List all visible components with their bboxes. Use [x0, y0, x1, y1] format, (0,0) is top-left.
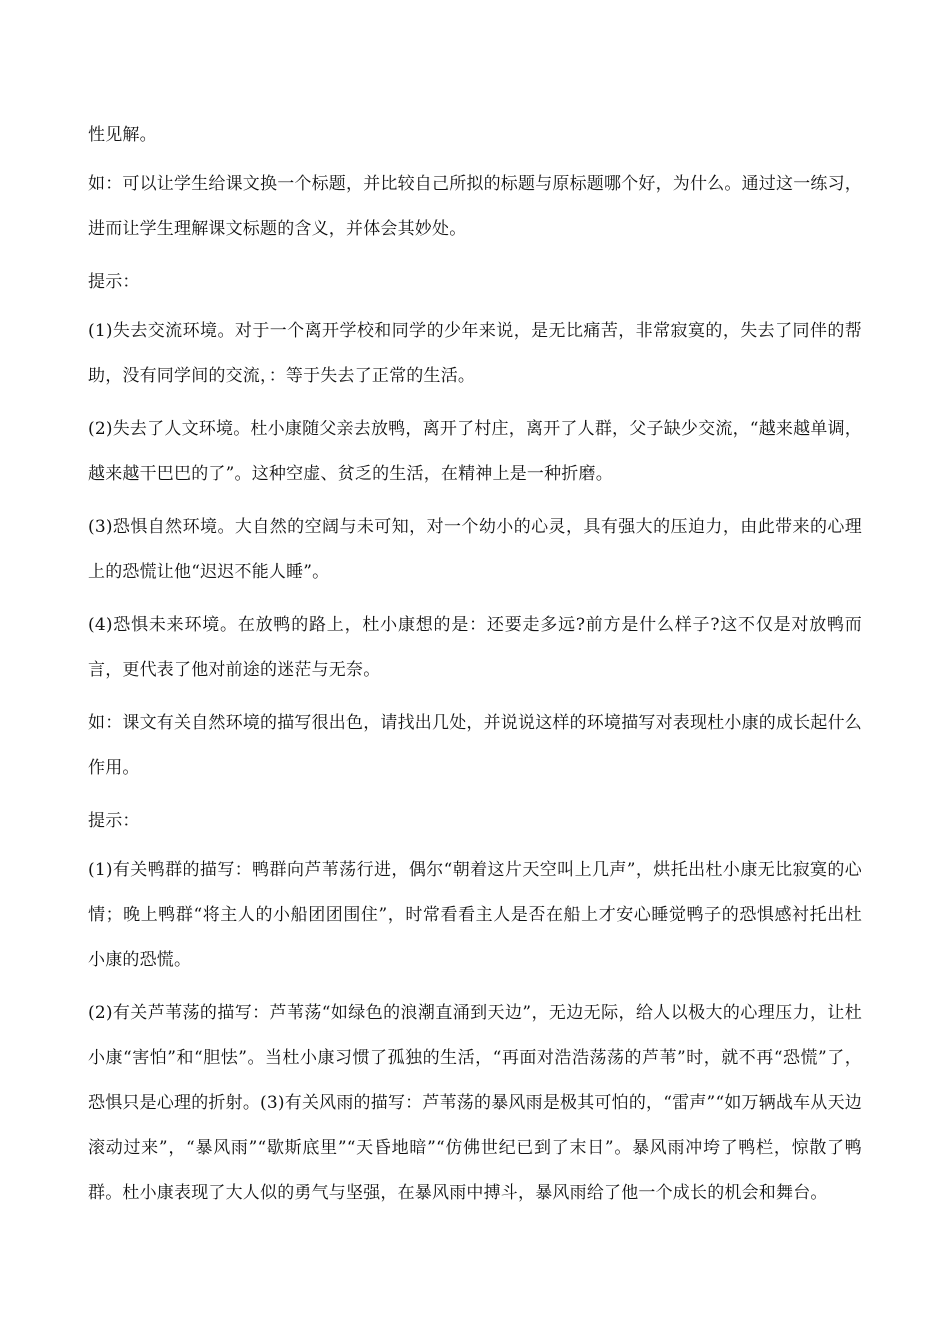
paragraph: 如：课文有关自然环境的描写很出色，请找出几处，并说说这样的环境描写对表现杜小康的成长起什么作用。 [88, 713, 862, 778]
paragraph: 如：可以让学生给课文换一个标题，并比较自己所拟的标题与原标题哪个好，为什么。通过这一练习，进而让学生理解课文标题的含义，并体会其妙处。 [88, 174, 862, 239]
hint-heading: 提示： [88, 811, 140, 831]
document-body [88, 113, 862, 1224]
paragraph: (3)恐惧自然环境。大自然的空阔与未可知，对一个幼小的心灵，具有强大的压迫力，由此带来的心理上的恐慌让他“迟迟不能人睡”。 [88, 517, 862, 582]
paragraph: (4)恐惧未来环境。在放鸭的路上，杜小康想的是：还要走多远?前方是什么样子?这不仅是对放鸭而言，更代表了他对前途的迷茫与无奈。 [88, 615, 862, 680]
paragraph: (1)有关鸭群的描写：鸭群向芦苇荡行进，偶尔“朝着这片天空叫上几声”，烘托出杜小康无比寂寞的心情；晚上鸭群“将主人的小船团团围住”，时常看看主人是否在船上才安心睡觉鸭子的恐惧感衬托出杜小康的恐慌。 [88, 860, 862, 970]
hint-heading: 提示： [88, 272, 140, 292]
paragraph: 性见解。 [88, 125, 157, 145]
paragraph: (1)失去交流环境。对于一个离开学校和同学的少年来说，是无比痛苦，非常寂寞的，失去了同伴的帮助，没有同学间的交流，：等于失去了正常的生活。 [88, 321, 862, 386]
paragraph: (2)有关芦苇荡的描写：芦苇荡“如绿色的浪潮直涌到天边”，无边无际，给人以极大的心理压力，让杜小康“害怕”和“胆怯”。当杜小康习惯了孤独的生活，“再面对浩浩荡荡的芦苇”时，就不再“恐慌”了，恐惧只是心理的折射。(3)有关风雨的描写：芦苇荡的暴风雨是极其可怕的，“雷声”“如万辆战车从天边滚动过来”，“暴风雨”“歇斯底里”“天昏地暗”“仿佛世纪已到了末日”。暴风雨冲垮了鸭栏，惊散了鸭群。杜小康表现了大人似的勇气与坚强，在暴风雨中搏斗，暴风雨给了他一个成长的机会和舞台。 [88, 1003, 862, 1203]
paragraph: (2)失去了人文环境。杜小康随父亲去放鸭，离开了村庄，离开了人群，父子缺少交流，“越来越单调，越来越干巴巴的了”。这种空虚、贫乏的生活，在精神上是一种折磨。 [88, 419, 862, 484]
